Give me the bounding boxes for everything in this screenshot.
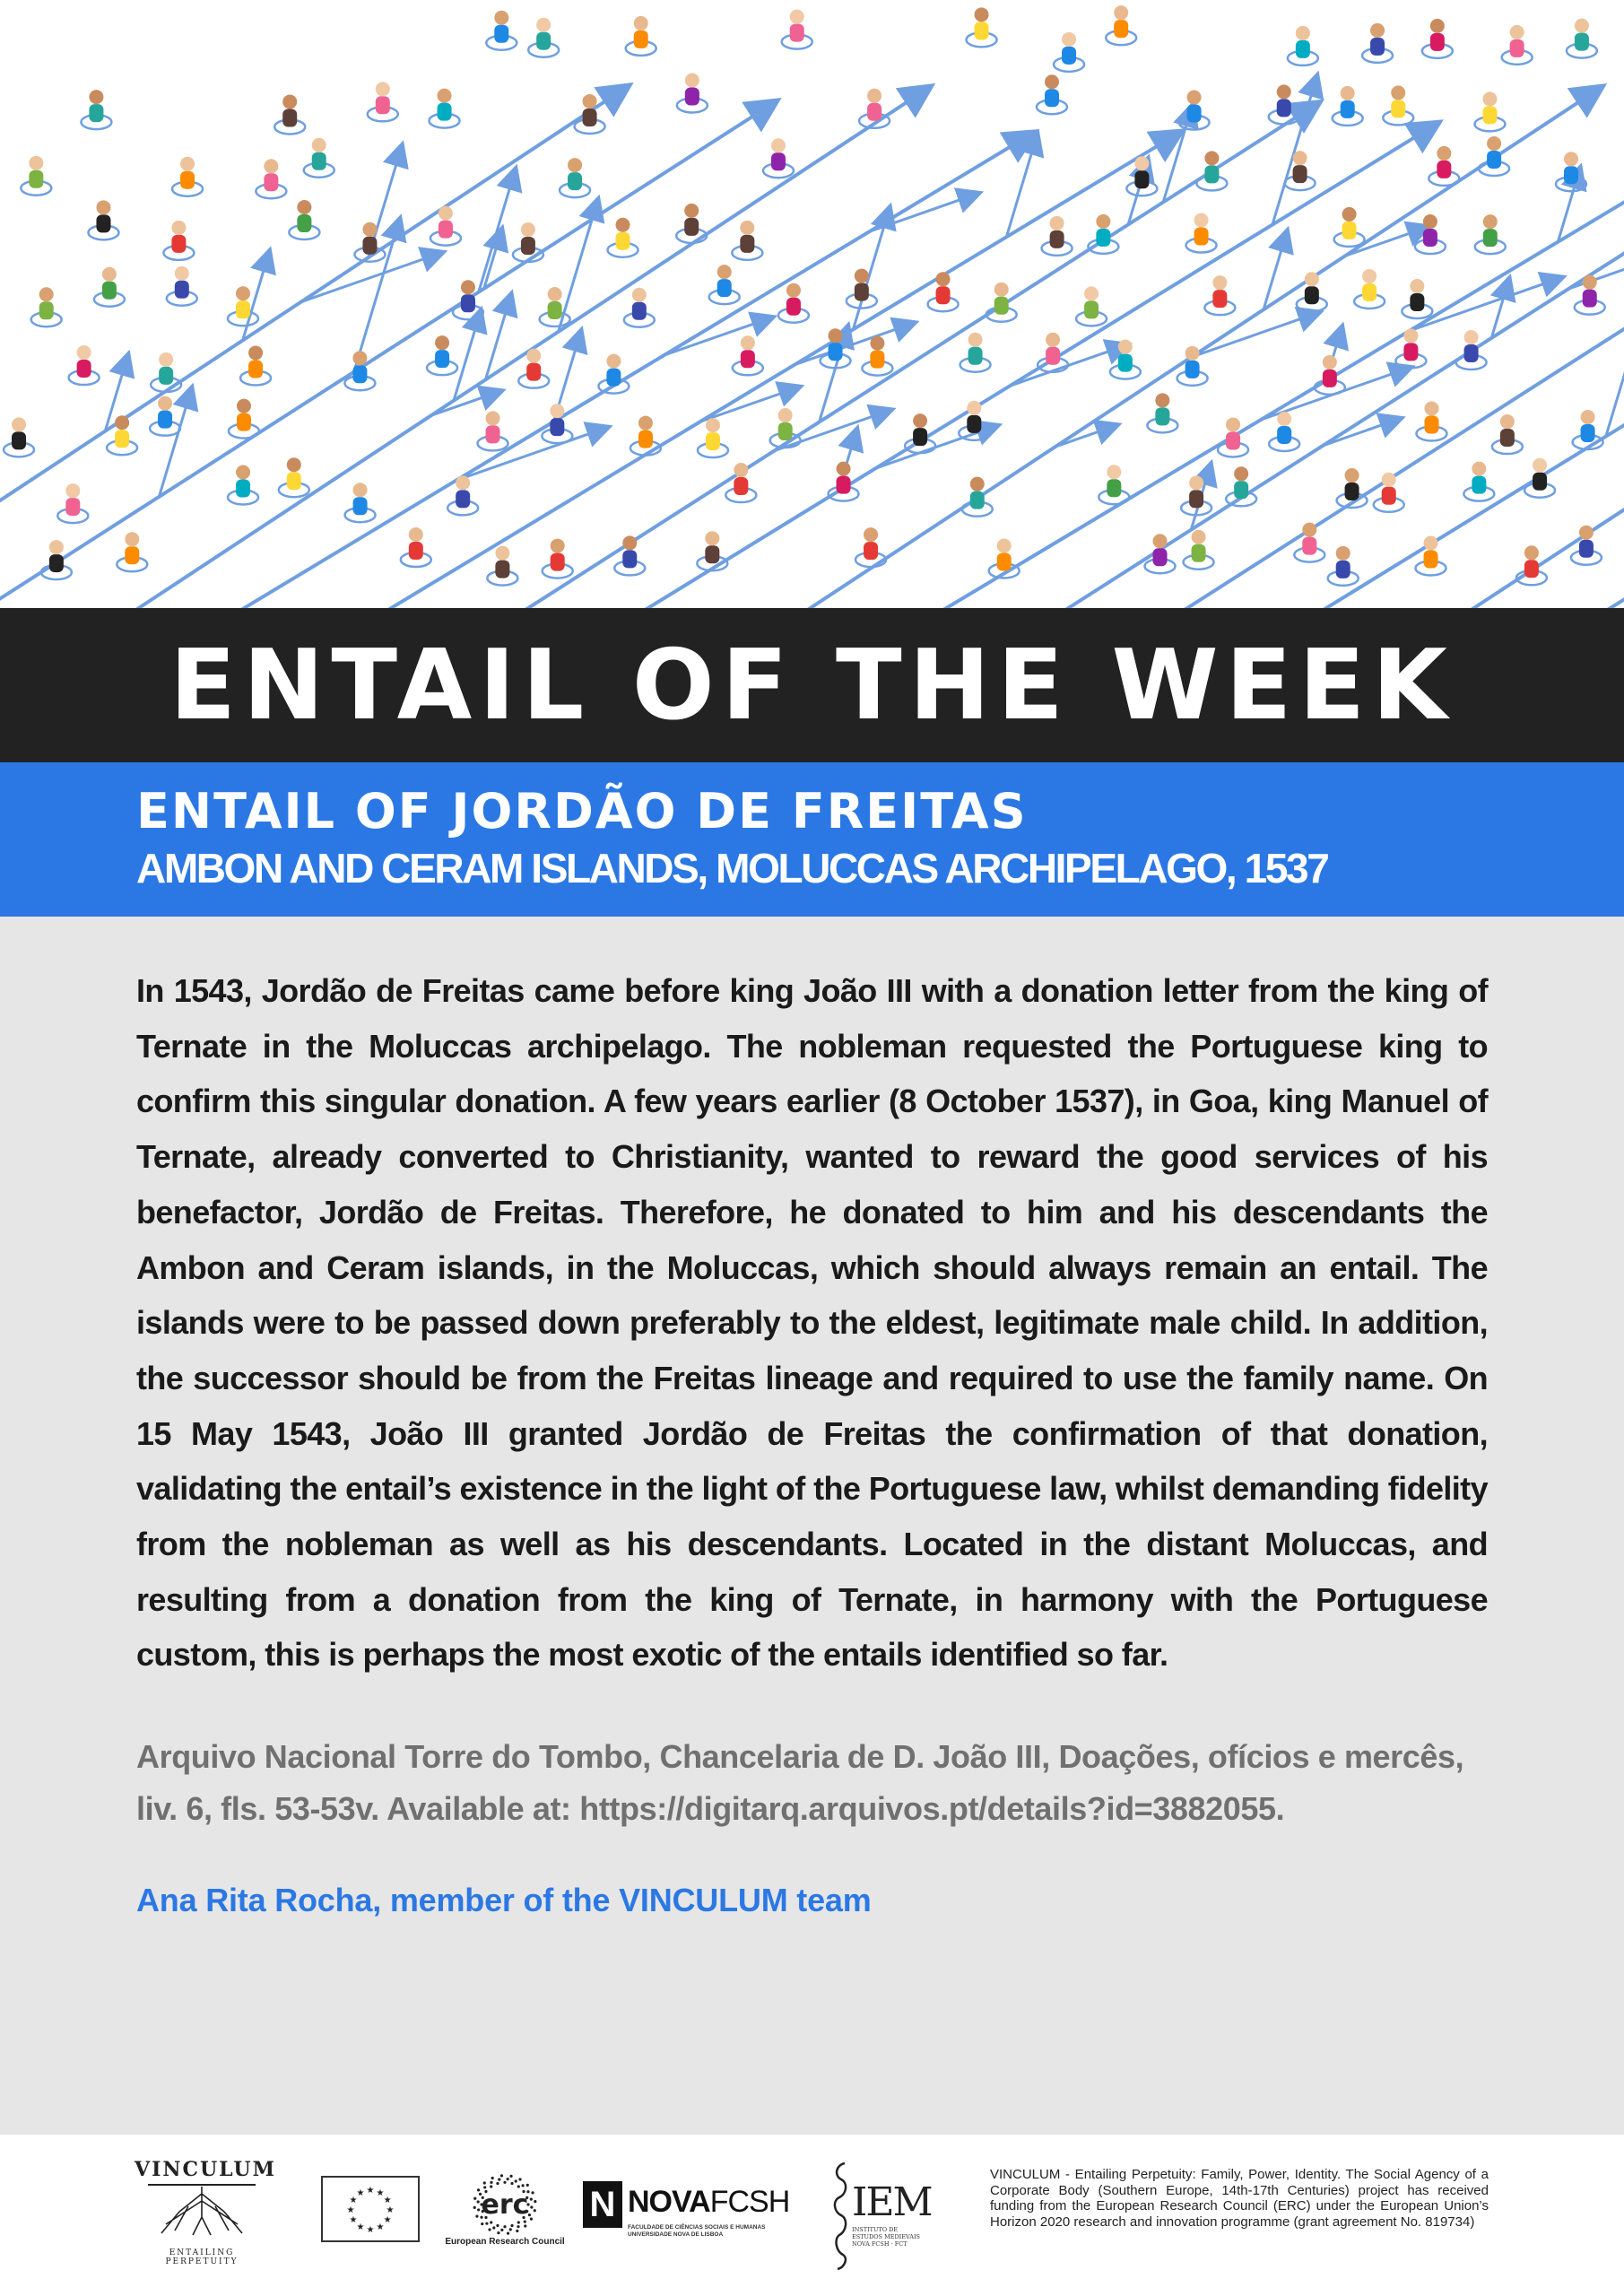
person-figure	[778, 283, 809, 323]
person-figure	[1184, 530, 1214, 570]
eu-star: ★	[366, 2225, 375, 2235]
erc-wordmark: erc	[481, 2189, 529, 2221]
page-title: ENTAIL OF THE WEEK	[169, 629, 1455, 742]
person-figure	[1315, 355, 1345, 395]
iem-logo	[829, 2158, 936, 2274]
person-figure	[1479, 136, 1509, 176]
erc-dot	[516, 2230, 518, 2232]
person-figure	[401, 527, 431, 567]
person-figure	[1294, 523, 1324, 562]
person-figure	[986, 283, 1017, 322]
person-figure	[427, 335, 457, 375]
person-figure	[513, 222, 543, 262]
roots-icon	[135, 2181, 269, 2244]
network-trunk	[1308, 124, 1624, 608]
person-figure	[1475, 214, 1506, 254]
eu-star: ★	[383, 2196, 392, 2205]
person-figure	[1429, 146, 1459, 186]
person-figure	[1474, 91, 1505, 131]
person-figure	[1106, 5, 1136, 45]
eu-star: ★	[376, 2187, 385, 2198]
person-figure	[862, 336, 892, 376]
archival-source: Arquivo Nacional Torre do Tombo, Chancelaria de D. João III, Doações, ofícios e mercês, liv. 6, fls. 53-53v. Available at: https://digitarq.arquivos.pt/details?id=3882055.	[136, 1738, 1464, 1828]
person-figure	[486, 11, 517, 50]
person-figure	[960, 333, 991, 372]
person-figure	[228, 465, 258, 505]
person-figure	[782, 10, 812, 49]
network-trunk	[373, 132, 1180, 608]
nova-fcsh-logo	[583, 2181, 798, 2253]
person-figure	[614, 535, 645, 575]
erc-dot	[496, 2182, 499, 2185]
person-figure	[733, 335, 763, 375]
erc-dot	[534, 2200, 536, 2203]
erc-logo-icon	[429, 2169, 581, 2258]
person-figure	[1288, 26, 1318, 65]
entail-name: ENTAIL OF JORDÃO DE FREITAS	[136, 783, 1028, 839]
person-figure	[289, 200, 319, 239]
person-figure	[172, 157, 203, 196]
person-figure	[107, 415, 137, 455]
eu-star: ★	[356, 2222, 365, 2233]
erc-dot	[531, 2191, 534, 2194]
erc-dot	[534, 2209, 536, 2212]
erc-dot	[517, 2185, 520, 2187]
erc-dot	[507, 2232, 509, 2235]
erc-dot	[477, 2200, 480, 2203]
person-figure	[1383, 85, 1413, 125]
person-figure	[368, 82, 398, 121]
eu-star: ★	[383, 2215, 392, 2225]
network-trunk	[1457, 90, 1624, 608]
network-trunk	[1170, 103, 1624, 608]
erc-dot	[488, 2228, 491, 2231]
person-figure	[928, 272, 959, 311]
erc-dot	[521, 2184, 524, 2187]
network-arrows-graphic	[0, 0, 1624, 608]
person-figure	[117, 532, 147, 571]
person-figure	[31, 287, 62, 326]
erc-dot	[491, 2177, 494, 2179]
person-figure	[543, 539, 573, 578]
erc-dot	[500, 2229, 503, 2231]
person-figure	[487, 546, 517, 586]
person-figure	[575, 94, 605, 134]
person-figure	[69, 345, 100, 385]
person-figure	[1463, 462, 1494, 501]
eu-star: ★	[349, 2215, 358, 2225]
person-figure	[21, 156, 51, 196]
person-figure	[1415, 214, 1446, 254]
person-figure	[1333, 86, 1363, 126]
person-figure	[1556, 152, 1586, 191]
person-figure	[274, 94, 305, 134]
vinculum-logo	[135, 2158, 276, 2274]
network-branch	[559, 199, 598, 332]
erc-dot	[503, 2225, 506, 2228]
erc-dot	[490, 2221, 492, 2223]
eu-star: ★	[366, 2186, 375, 2196]
person-figure	[4, 417, 34, 457]
person-figure	[763, 138, 794, 178]
person-figure	[1573, 410, 1603, 449]
person-figure	[1196, 151, 1227, 190]
person-figure	[240, 345, 271, 385]
person-figure	[430, 89, 460, 128]
person-figure	[150, 396, 180, 436]
network-branch	[301, 252, 443, 301]
erc-dot	[490, 2181, 492, 2184]
erc-dot	[498, 2179, 500, 2181]
funding-statement: VINCULUM - Entailing Perpetuity: Family, Power, Identity. The Social Agency of a Corporate Body (Southern Europe, 14th-17th Centuries) project has received funding from the European Research Council (ERC) under the European Union’s Horizon 2020 research and innovation programme (grant agreement No. 819734)	[990, 2167, 1489, 2230]
person-figure	[1179, 91, 1210, 130]
erc-dot	[530, 2218, 533, 2221]
person-figure	[698, 418, 728, 457]
person-figure	[528, 18, 559, 57]
person-figure	[967, 7, 997, 47]
person-figure	[1567, 19, 1597, 58]
network-trunk	[0, 101, 776, 608]
iem-caption: INSTITUTO DE ESTUDOS MEDIEVAIS NOVA FCSH · FCT	[852, 2226, 920, 2248]
erc-dot	[515, 2179, 517, 2182]
person-figure	[560, 158, 590, 197]
person-figure	[1037, 74, 1067, 114]
person-figure	[624, 288, 655, 327]
person-figure	[626, 16, 656, 56]
erc-dot	[473, 2206, 476, 2209]
person-figure	[1186, 213, 1217, 253]
erc-dot	[483, 2181, 486, 2184]
person-figure	[1328, 546, 1359, 586]
eu-star: ★	[386, 2205, 395, 2215]
erc-dot	[490, 2185, 492, 2187]
erc-dot	[500, 2174, 503, 2177]
person-figure	[1099, 465, 1129, 504]
eu-flag-icon	[321, 2176, 420, 2242]
vinculum-tagline: ENTAILING PERPETUITY	[165, 2248, 239, 2266]
person-figure	[1416, 536, 1446, 576]
person-figure	[1362, 23, 1393, 63]
person-figure	[1571, 526, 1602, 565]
erc-dot	[492, 2226, 495, 2229]
erc-dot	[530, 2197, 533, 2200]
person-figure	[41, 540, 72, 579]
person-figure	[1297, 272, 1327, 311]
people-network-illustration	[0, 0, 1624, 608]
person-figure	[542, 404, 572, 443]
person-figure	[81, 90, 111, 129]
subtitle-band	[0, 762, 1624, 917]
network-branch	[1192, 312, 1320, 357]
person-figure	[1226, 466, 1256, 506]
person-figure	[345, 483, 376, 522]
title-band	[0, 608, 1624, 762]
person-figure	[229, 399, 259, 439]
person-figure	[1054, 32, 1084, 72]
erc-dot	[475, 2215, 478, 2218]
erc-dot	[507, 2178, 509, 2180]
erc-dot	[510, 2224, 513, 2227]
erc-dot	[517, 2225, 519, 2228]
erc-dot	[517, 2221, 520, 2223]
erc-dot	[497, 2231, 499, 2234]
erc-dot	[518, 2178, 521, 2180]
person-figure	[732, 221, 762, 260]
erc-dot	[473, 2197, 476, 2200]
article-text: In 1543, Jordão de Freitas came before king João III with a donation letter from the king of Ternate in the Moluccas archipelago. The nobleman requested the Portuguese king to confirm this singular donation. A few years earlier (8 October 1537), in Goa, king Manuel of Ternate, already converted to Christianity, wanted to reward the good services of his benefactor, Jordão de Freitas. Therefore, he donated to him and his descendants the Ambon and Ceram islands, in the Moluccas, which should always remain an entail. The islands were to be passed down preferably to the eldest, legitimate male child. In addition, the successor should be from the Freitas lineage and required to use the family name. On 15 May 1543, João III granted Jordão de Freitas the confirmation of that donation, validating the entail’s existence in the light of the Portuguese law, whilst demanding fidelity from the nobleman as well as his descendants. Located in the distant Moluccas, and resulting from a donation from the king of Ternate, in harmony with the Portuguese custom, this is perhaps the most exotic of the entails identified so far.	[136, 972, 1488, 1674]
person-figure	[1147, 393, 1177, 432]
person-figure	[1524, 458, 1555, 498]
person-figure	[94, 267, 125, 307]
person-figure	[1042, 216, 1073, 256]
person-figure	[1422, 19, 1453, 58]
person-figure	[57, 483, 88, 523]
network-trunk	[122, 87, 929, 608]
network-trunk	[1594, 115, 1624, 608]
eu-star: ★	[376, 2222, 385, 2233]
person-figure	[677, 73, 708, 112]
person-figure	[1402, 279, 1432, 318]
nova-n-mark: N	[583, 2181, 622, 2228]
erc-dot	[510, 2182, 513, 2185]
erc-dot	[477, 2208, 480, 2211]
person-figure	[709, 265, 740, 304]
person-figure	[1145, 534, 1176, 573]
eu-star: ★	[346, 2205, 355, 2215]
person-figure	[1334, 207, 1365, 247]
person-figure	[608, 218, 638, 257]
footer	[0, 2135, 1624, 2296]
person-figure	[478, 411, 508, 450]
erc-dot	[509, 2175, 512, 2178]
erc-dot	[481, 2222, 483, 2225]
erc-caption: European Research Council	[445, 2237, 565, 2247]
person-figure	[1354, 269, 1385, 309]
entail-location-date: AMBON AND CERAM ISLANDS, MOLUCCAS ARCHIPELAGO, 1537	[136, 845, 1328, 891]
person-figure	[697, 531, 727, 570]
person-figure	[344, 351, 375, 390]
nova-caption: FACULDADE DE CIÊNCIAS SOCIAIS E HUMANAS UNIVERSIDADE NOVA DE LISBOA	[628, 2224, 766, 2238]
person-figure	[1269, 412, 1299, 451]
iem-wordmark: IEM	[852, 2179, 932, 2225]
network-branch	[1345, 227, 1429, 257]
person-figure	[1502, 25, 1533, 65]
nova-wordmark-light: FCSH	[709, 2185, 790, 2219]
person-figure	[1492, 414, 1523, 454]
eu-star: ★	[356, 2187, 365, 2198]
person-figure	[725, 463, 756, 502]
erc-dot	[509, 2228, 512, 2231]
person-figure	[1110, 340, 1141, 379]
person-figure	[167, 266, 197, 306]
erc-dot	[524, 2224, 526, 2227]
erc-dot	[485, 2222, 488, 2225]
person-figure	[1076, 286, 1107, 326]
person-figure	[962, 477, 993, 517]
person-figure	[163, 221, 194, 260]
person-figure	[256, 159, 286, 198]
vinculum-wordmark: VINCULUM	[135, 2158, 276, 2181]
erc-dot	[526, 2184, 529, 2187]
erc-dot	[477, 2188, 480, 2191]
article-body	[0, 917, 1624, 2135]
person-figure	[1218, 417, 1248, 457]
author-credit: Ana Rita Rocha, member of the VINCULUM team	[136, 1882, 872, 1919]
person-figure	[1416, 401, 1446, 440]
person-figure	[1456, 330, 1487, 370]
person-figure	[88, 200, 118, 239]
erc-dot	[530, 2205, 533, 2208]
person-figure	[279, 457, 309, 497]
erc-dot	[503, 2181, 506, 2184]
eu-star: ★	[349, 2196, 358, 2205]
person-figure	[1374, 473, 1404, 512]
person-figure	[304, 138, 334, 178]
nova-wordmark-bold: NOVA	[628, 2185, 710, 2219]
person-figure	[1204, 275, 1235, 315]
erc-dot	[496, 2224, 499, 2227]
network-branch	[1606, 276, 1624, 436]
